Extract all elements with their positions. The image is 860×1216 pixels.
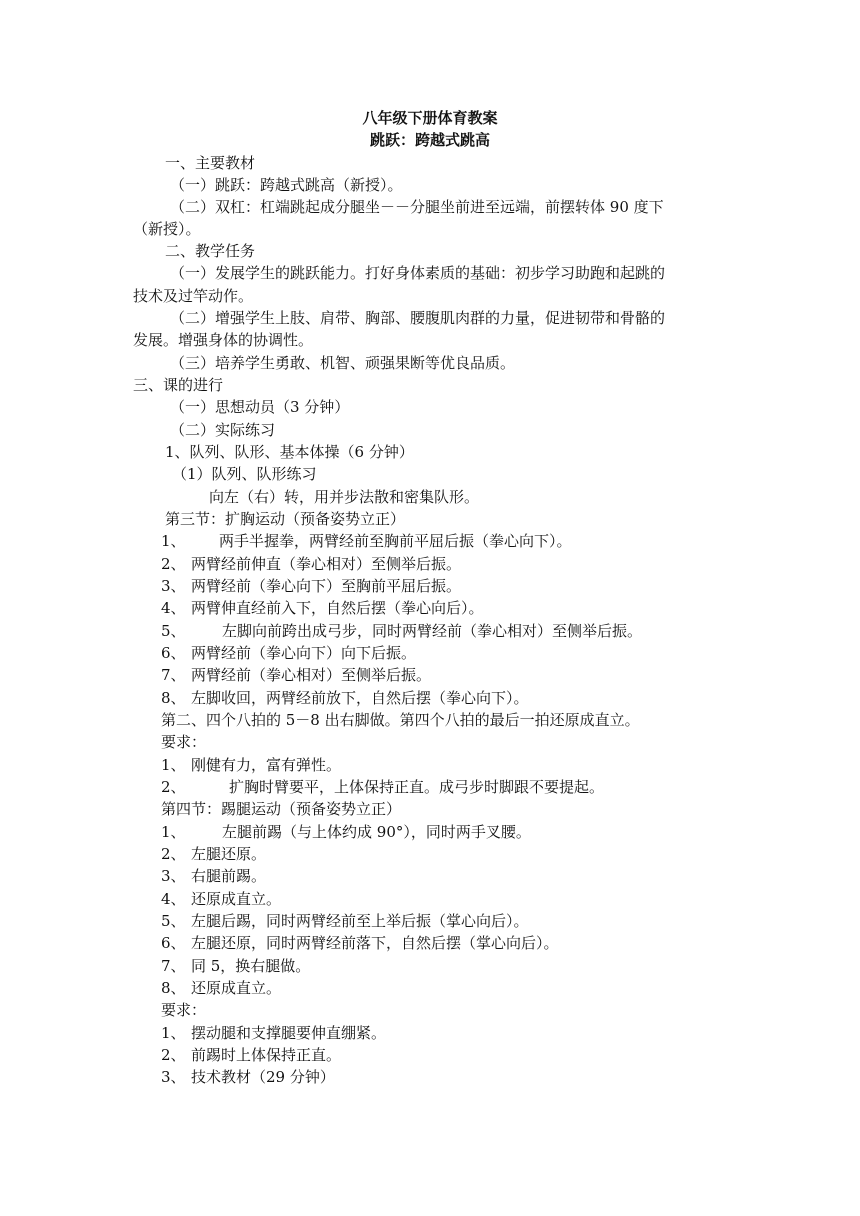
list-item: 3、 两臂经前（拳心向下）至胸前平屈后振。 bbox=[161, 577, 462, 595]
list-item: 8、 还原成直立。 bbox=[161, 979, 282, 997]
document-subtitle: 跳跃：跨越式跳高 bbox=[369, 131, 490, 149]
section3-sub1: 1、队列、队形、基本体操（6 分钟） bbox=[165, 443, 414, 461]
section2-item3: （三）培养学生勇敢、机智、顽强果断等优良品质。 bbox=[170, 354, 516, 372]
list-item: 2、 左腿还原。 bbox=[161, 845, 267, 863]
list-item: 2、 扩胸时臂要平，上体保持正直。成弓步时脚跟不要提起。 bbox=[161, 778, 605, 796]
list-item: 6、 两臂经前（拳心向下）向下后振。 bbox=[161, 644, 417, 662]
document-title: 八年级下册体育教案 bbox=[362, 109, 498, 127]
list-item: 1、 刚健有力，富有弹性。 bbox=[161, 756, 342, 774]
list-item: 5、 左腿后踢，同时两臂经前至上举后振（掌心向后）。 bbox=[161, 912, 529, 930]
list-item: 3、 技术教材（29 分钟） bbox=[161, 1068, 335, 1086]
list-item: 1、 摆动腿和支撑腿要伸直绷紧。 bbox=[161, 1024, 387, 1042]
section2-item1-line2: 技术及过竿动作。 bbox=[133, 287, 254, 305]
section3-item2: （二）实际练习 bbox=[170, 421, 276, 439]
section3-heading: 三、课的进行 bbox=[133, 376, 224, 394]
part4-requirements-label: 要求： bbox=[161, 1001, 207, 1019]
list-item: 7、 同 5，换右腿做。 bbox=[161, 957, 311, 975]
section2-item2-line1: （二）增强学生上肢、肩带、胸部、腰腹肌肉群的力量，促进韧带和骨骼的 bbox=[170, 309, 666, 327]
list-item: 1、 两手半握拳，两臂经前至胸前平屈后振（拳心向下）。 bbox=[161, 532, 572, 550]
part3-requirements-label: 要求： bbox=[161, 733, 207, 751]
list-item: 7、 两臂经前（拳心相对）至侧举后振。 bbox=[161, 666, 432, 684]
section1-heading: 一、主要教材 bbox=[165, 154, 256, 172]
section1-item1: （一）跳跃：跨越式跳高（新授）。 bbox=[170, 176, 403, 194]
part4-heading: 第四节：踢腿运动（预备姿势立正） bbox=[161, 800, 402, 818]
section1-item2-line2: （新授）。 bbox=[133, 220, 201, 238]
list-item: 3、 右腿前踢。 bbox=[161, 867, 267, 885]
section2-item1-line1: （一）发展学生的跳跃能力。打好身体素质的基础：初步学习助跑和起跳的 bbox=[170, 264, 666, 282]
section2-item2-line2: 发展。增强身体的协调性。 bbox=[133, 331, 314, 349]
part3-heading: 第三节：扩胸运动（预备姿势立正） bbox=[165, 510, 406, 528]
list-item: 6、 左腿还原，同时两臂经前落下，自然后摆（掌心向后）。 bbox=[161, 934, 559, 952]
list-item: 2、 前踢时上体保持正直。 bbox=[161, 1046, 342, 1064]
list-item: 2、 两臂经前伸直（拳心相对）至侧举后振。 bbox=[161, 555, 462, 573]
section3-sub1-1: （1）队列、队形练习 bbox=[172, 465, 317, 483]
list-item: 4、 还原成直立。 bbox=[161, 890, 282, 908]
section3-sub1-1-text: 向左（右）转，用并步法散和密集队形。 bbox=[209, 488, 480, 506]
list-item: 1、 左腿前踢（与上体约成 90°），同时两手叉腰。 bbox=[161, 823, 531, 841]
list-item: 8、 左脚收回，两臂经前放下，自然后摆（拳心向下）。 bbox=[161, 689, 529, 707]
section2-heading: 二、教学任务 bbox=[165, 242, 256, 260]
section1-item2-line1: （二）双杠：杠端跳起成分腿坐－－分腿坐前进至远端，前摆转体 90 度下 bbox=[170, 198, 664, 216]
part3-note: 第二、四个八拍的 5－8 出右脚做。第四个八拍的最后一拍还原成直立。 bbox=[161, 711, 640, 729]
list-item: 5、 左脚向前跨出成弓步，同时两臂经前（拳心相对）至侧举后振。 bbox=[161, 622, 643, 640]
list-item: 4、 两臂伸直经前入下，自然后摆（拳心向后）。 bbox=[161, 599, 484, 617]
section3-item1: （一）思想动员（3 分钟） bbox=[170, 398, 350, 416]
